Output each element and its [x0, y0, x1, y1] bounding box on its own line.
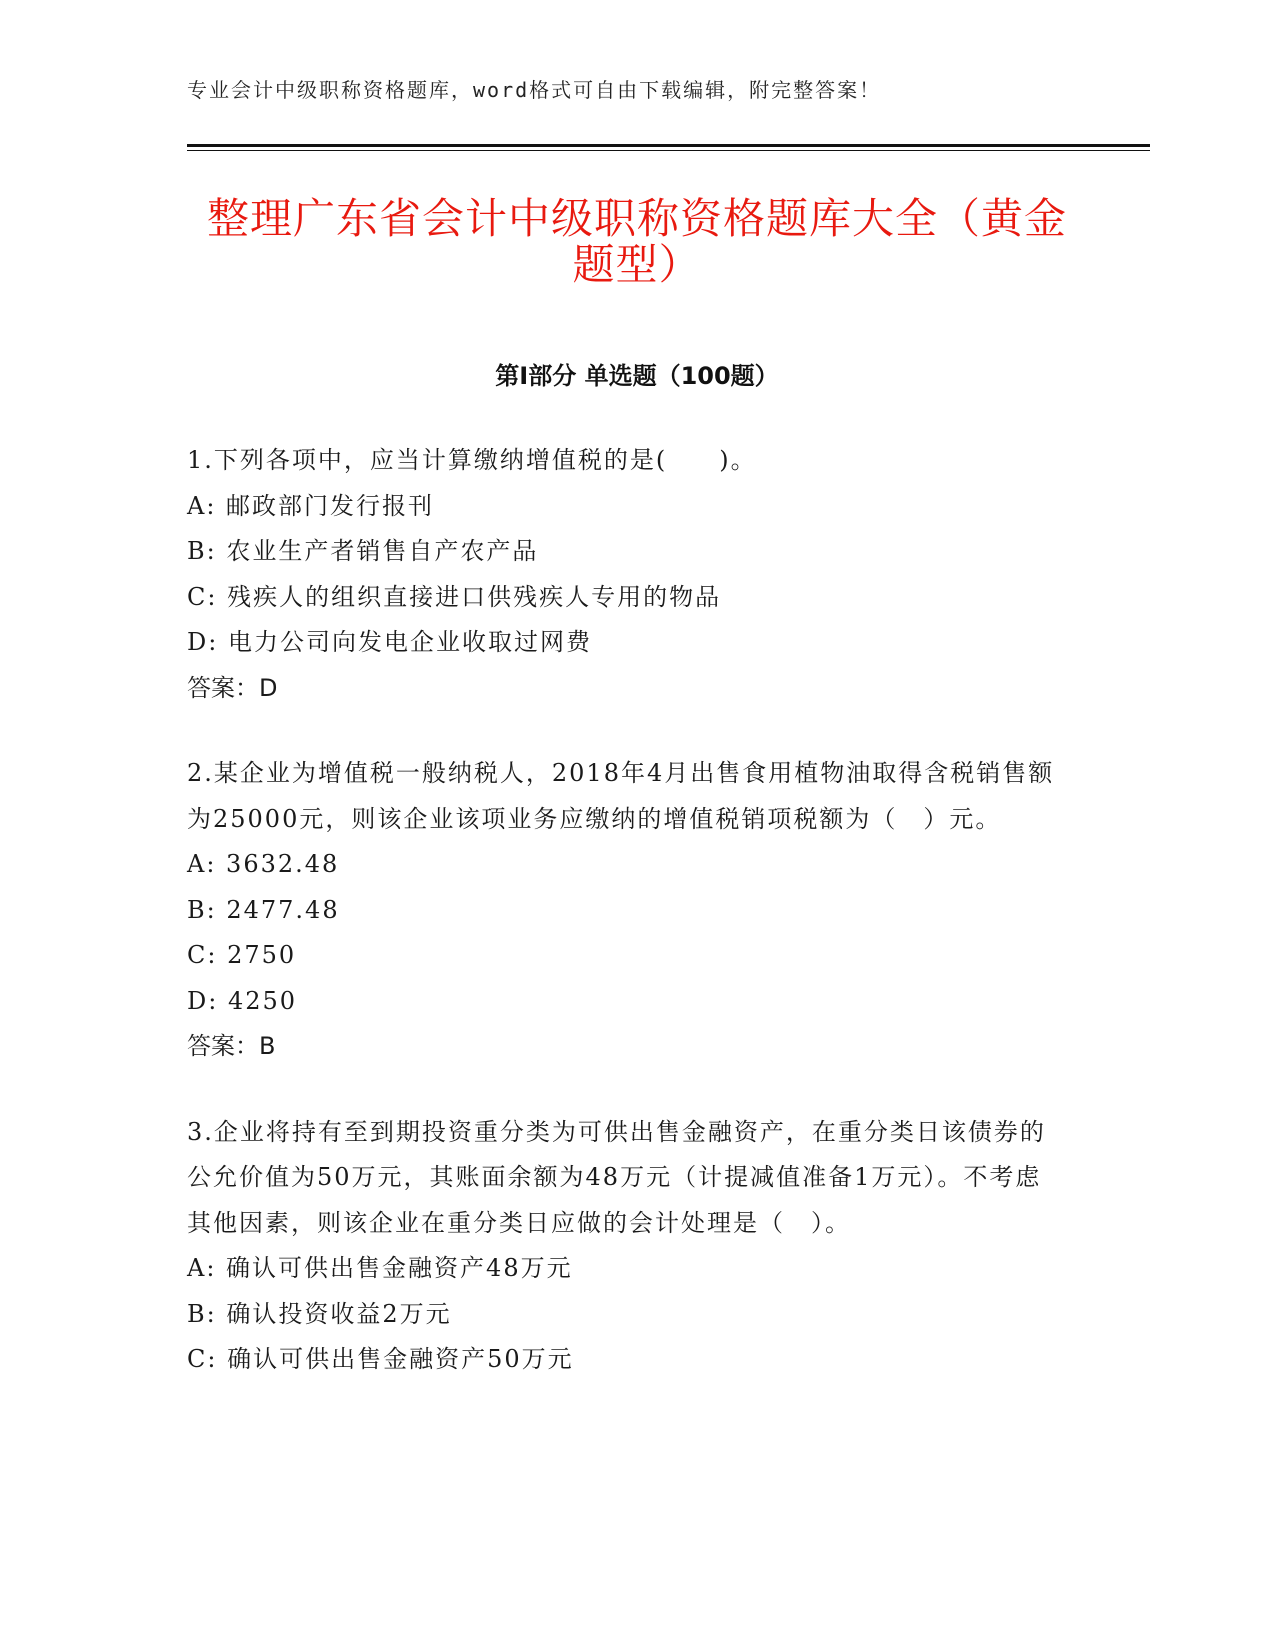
option-b: B: 确认投资收益2万元 — [187, 1299, 452, 1328]
option-d: D: 电力公司向发电企业收取过网费 — [187, 628, 592, 656]
question-1 — [187, 438, 1067, 711]
section-title: 第Ⅰ部分 单选题（100题） — [495, 362, 779, 390]
document-title: 整理广东省会计中级职称资格题库大全（黄金题型） — [206, 194, 1067, 289]
question-stem: 3.企业将持有至到期投资重分类为可供出售金融资产，在重分类日该债券的公允价值为50万元，其账面余额为48万元（计提减值准备1万元）。不考虑其他因素，则该企业在重分类日应做的会计处理是（ ）。 — [187, 1117, 1046, 1237]
option-c: C: 确认可供出售金融资产50万元 — [187, 1345, 574, 1373]
option-b: B: 2477.48 — [187, 895, 340, 924]
header-divider-thin — [187, 150, 1150, 151]
question-3 — [187, 1110, 1067, 1383]
question-stem: 1.下列各项中，应当计算缴纳增值税的是( )。 — [187, 446, 757, 474]
question-2 — [187, 751, 1067, 1070]
option-c: C: 残疾人的组织直接进口供残疾人专用的物品 — [187, 582, 722, 611]
page-header: 专业会计中级职称资格题库，word格式可自由下载编辑，附完整答案！ — [187, 78, 882, 102]
question-stem: 2.某企业为增值税一般纳税人，2018年4月出售食用植物油取得含税销售额为25000元，则该企业该项业务应缴纳的增值税销项税额为（ ）元。 — [187, 759, 1055, 833]
answer: 答案：D — [187, 673, 278, 702]
option-b: B: 农业生产者销售自产农产品 — [187, 537, 539, 565]
option-a: A: 邮政部门发行报刊 — [187, 491, 435, 520]
question-list — [187, 438, 1067, 1423]
option-d: D: 4250 — [187, 986, 298, 1015]
option-a: A: 3632.48 — [187, 850, 340, 878]
header-divider-thick — [187, 144, 1150, 147]
option-a: A: 确认可供出售金融资产48万元 — [187, 1254, 573, 1282]
answer: 答案：B — [187, 1032, 276, 1060]
option-c: C: 2750 — [187, 941, 297, 969]
